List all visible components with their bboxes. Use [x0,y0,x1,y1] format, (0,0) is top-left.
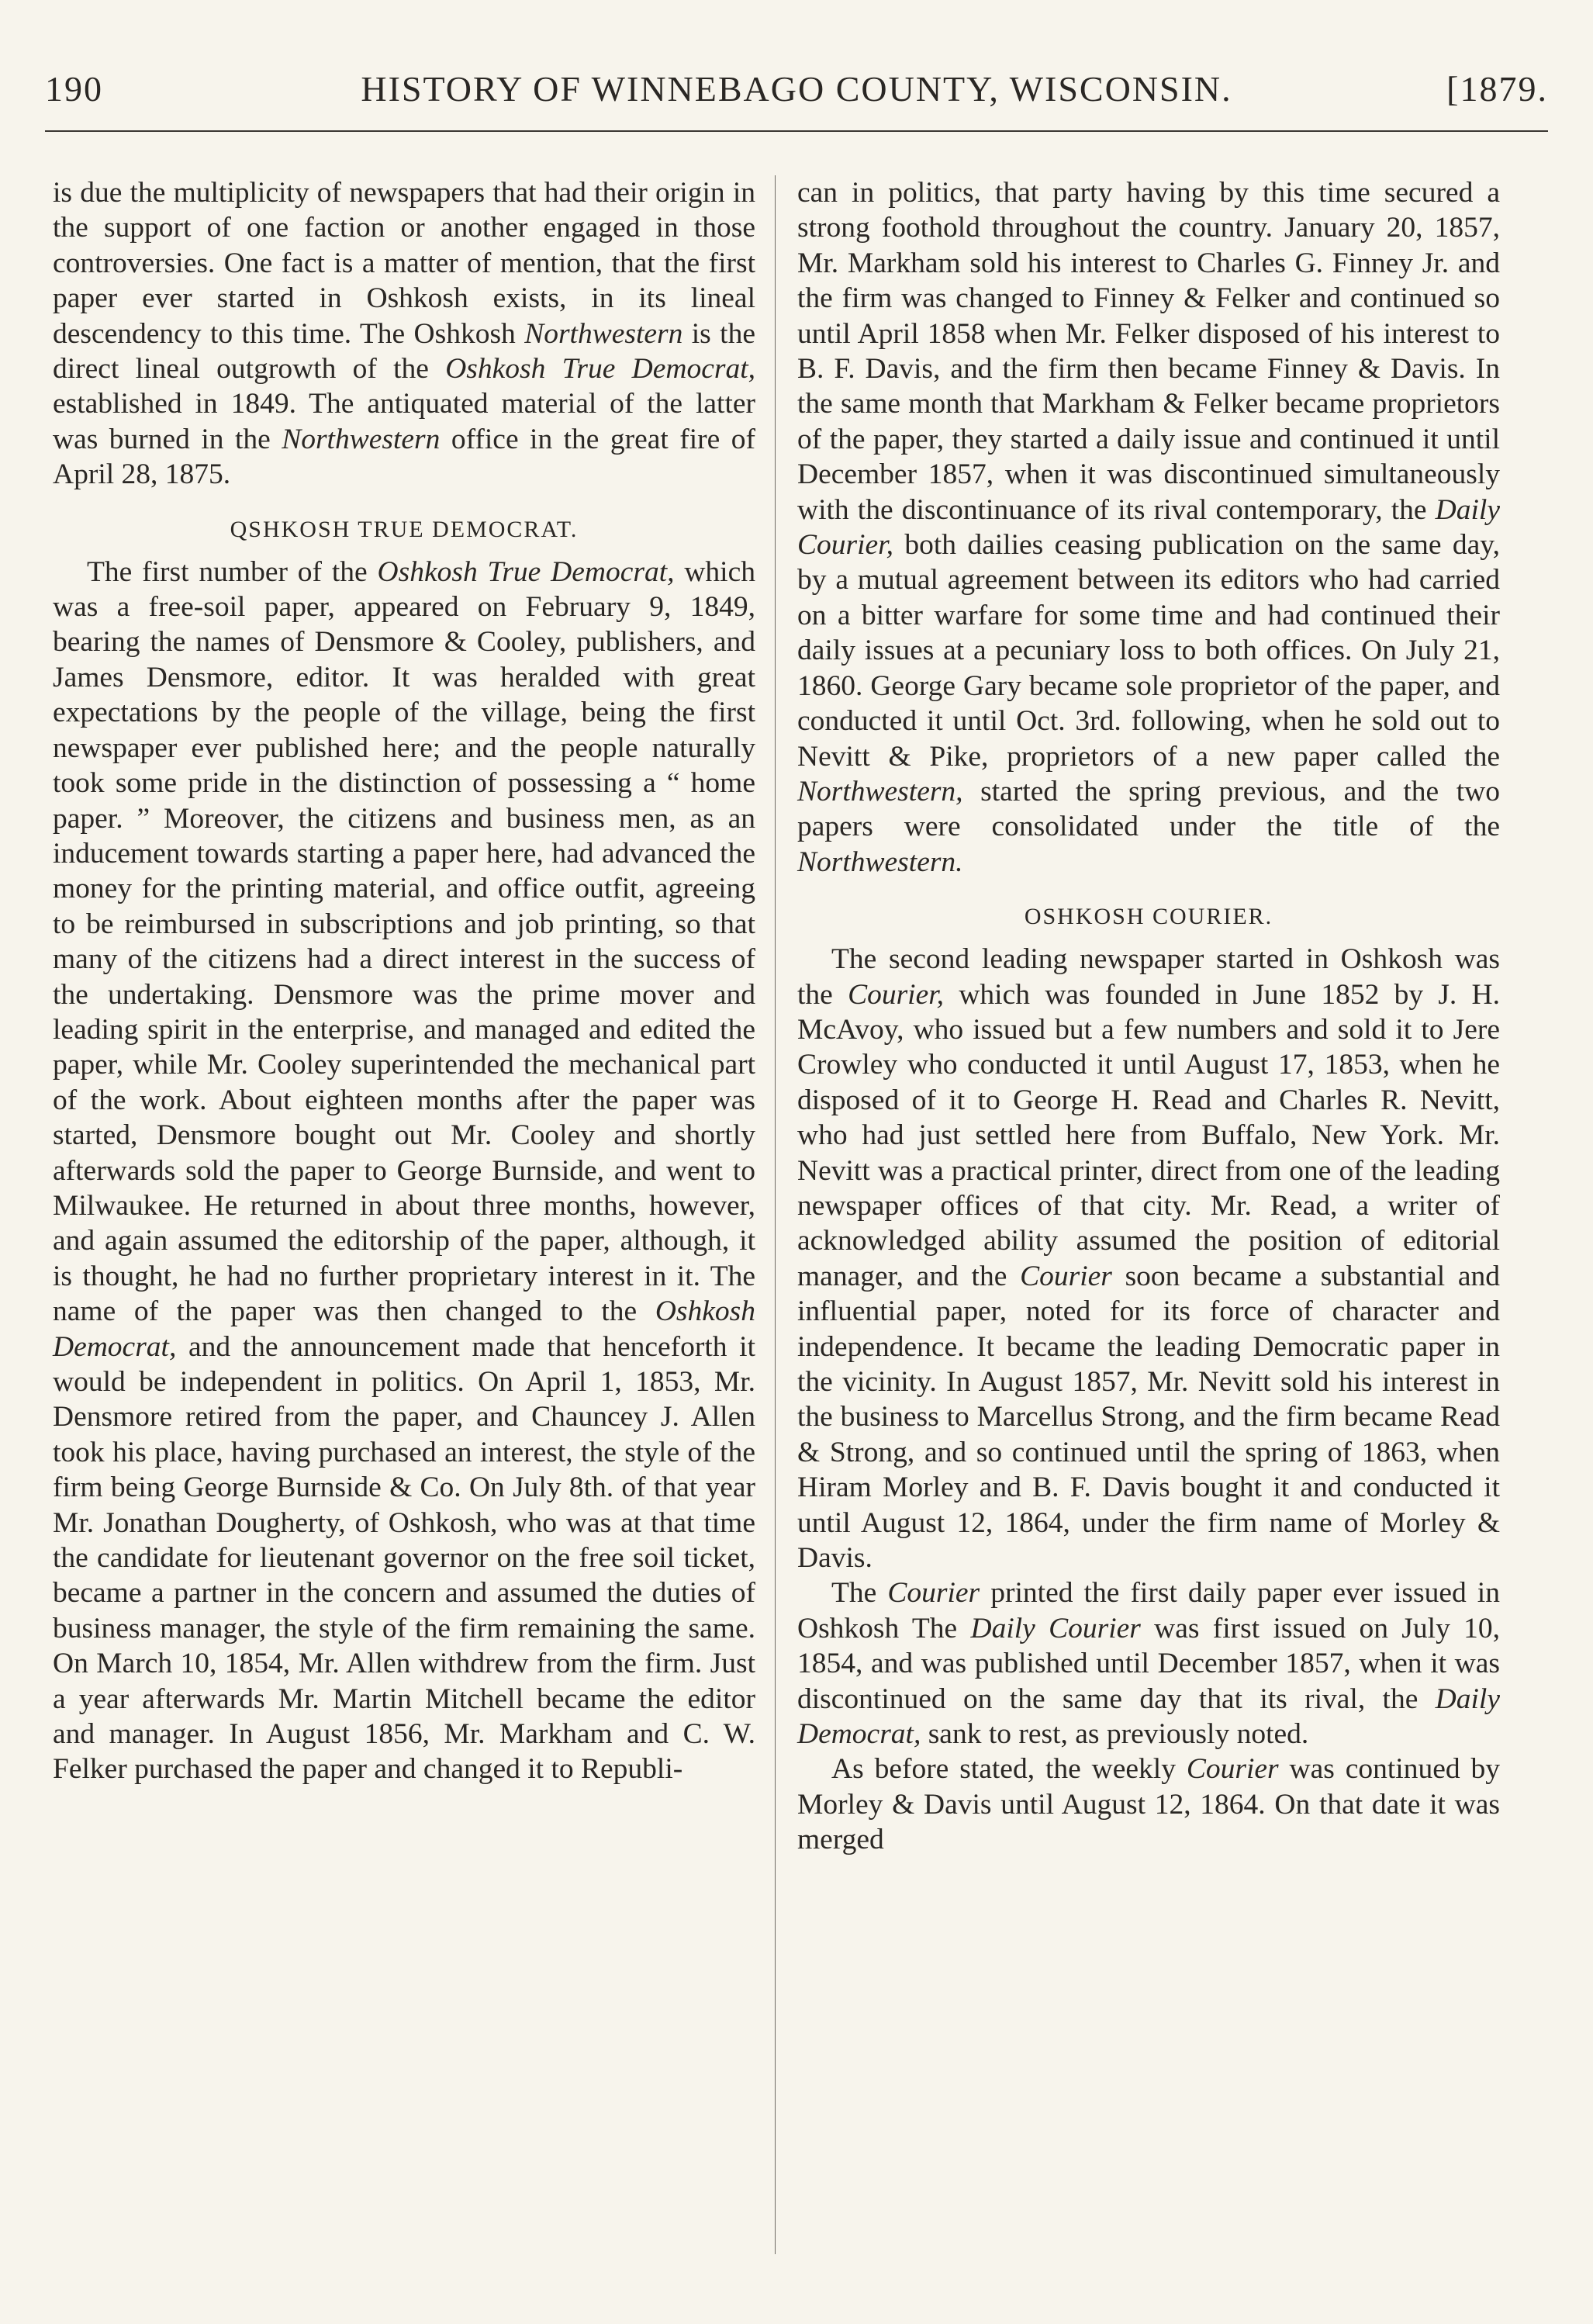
running-title: HISTORY OF WINNEBAGO COUNTY, WISCONSIN. [361,69,1232,109]
newspaper-title: Northwestern. [797,846,963,878]
newspaper-title: Courier [1020,1260,1112,1292]
header-rule [45,130,1548,132]
newspaper-title: Northwestern [282,423,441,455]
page-header [45,68,1548,115]
newspaper-title: Courier [1186,1753,1279,1786]
running-year: [1879. [1446,69,1548,109]
newspaper-title: Oshkosh True Democrat, [445,353,755,386]
paragraph: The Courier printed the first daily paper ever issued in Oshkosh The Daily Courier was first issued on July 10, 1854, and was published until December 1857, when it was discontinued on the same day that its rival, the Daily Democrat, sank to rest, as previously noted. [797,1577,1500,1751]
column-divider [775,175,776,2254]
paragraph: is due the multiplicity of newspapers that had their origin in the support of one faction or another engaged in those controversies. One fact is a matter of mention, that the first paper ever started in Oshkosh exists, in its lineal descendency to this time. The Oshkosh Northwestern is the direct lineal outgrowth of the Oshkosh True Democrat, established in 1849. The antiquated material of the latter was burned in the Northwestern office in the great fire of April 28, 1875. [53,177,755,491]
newspaper-title: Oshkosh Democrat, [53,1295,755,1363]
newspaper-title: Daily Democrat, [797,1682,1500,1751]
left-column [53,175,755,1787]
newspaper-title: Oshkosh True Democrat, [377,555,675,588]
newspaper-title: Courier, [848,978,945,1011]
newspaper-title: Daily Courier, [797,493,1500,562]
newspaper-title: Courier [887,1577,980,1610]
newspaper-title: Daily Courier [970,1612,1141,1644]
section-heading: QSHKOSH TRUE DEMOCRAT. [230,516,579,542]
paragraph: The first number of the Oshkosh True Democrat, which was a free-soil paper, appeared on February 9, 1849, bearing the names of Densmore & Cooley, publishers, and James Densmore, editor. It was heralded with great expectations by the people of the village, being the first newspaper ever published here; and the people naturally took some pride in the distinction of possessing a “ home paper. ” Moreover, the citizens and business men, as an inducement towards starting a paper here, had advanced the money for the printing material, and office outfit, agreeing to be reimbursed in subscriptions and job printing, so that many of the citizens had a direct interest in the success of the undertaking. Densmore was the prime mover and leading spirit in the enterprise, and managed and edited the paper, while Mr. Cooley superintended the mechanical part of the work. About eighteen months after the paper was started, Densmore bought out Mr. Cooley and shortly afterwards sold the paper to George Burnside, and went to Milwaukee. He returned in about three months, however, and again assumed the editorship of the paper, although, it is thought, he had no further proprietary interest in it. The name of the paper was then changed to the Oshkosh Democrat, and the announcement made that henceforth it would be independent in politics. On April 1, 1853, Mr. Densmore retired from the paper, and Chauncey J. Allen took his place, having purchased an interest, the style of the firm being George Burnside & Co. On July 8th. of that year Mr. Jonathan Dougherty, of Oshkosh, who was at that time the candidate for lieutenant governor on the free soil ticket, became a partner in the concern and assumed the duties of business manager, the style of the firm remaining the same. On March 10, 1854, Mr. Allen withdrew from the firm. Just a year afterwards Mr. Martin Mitchell became the editor and manager. In August 1856, Mr. Markham and C. W. Felker purchased the paper and changed it to Republi- [53,555,755,1786]
paragraph: The second leading newspaper started in Oshkosh was the Courier, which was founded in June 1852 by J. H. McAvoy, who issued but a few numbers and sold it to Jere Crowley who conducted it until August 17, 1853, when he disposed of it to George H. Read and Charles R. Nevitt, who had just settled here from Buffalo, New York. Mr. Nevitt was a practical printer, direct from one of the leading newspaper offices of that city. Mr. Read, a writer of acknowledged ability assumed the position of editorial manager, and the Courier soon became a substantial and influential paper, noted for its force of character and independence. It became the leading Democratic paper in the vicinity. In August 1857, Mr. Nevitt sold his interest in the business to Marcellus Strong, and the firm became Read & Strong, and so continued until the spring of 1863, when Hiram Morley and B. F. Davis bought it and conducted it until August 12, 1864, under the firm name of Morley & Davis. [797,943,1501,1575]
newspaper-title: Northwestern [524,317,683,350]
paragraph: can in politics, that party having by this time secured a strong foothold throughout the country. January 20, 1857, Mr. Markham sold his interest to Charles G. Finney Jr. and the firm was changed to Finney & Felker and continued so until April 1858 when Mr. Felker disposed of his interest to B. F. Davis, and the firm then became Finney & Davis. In the same month that Markham & Felker became proprietors of the paper, they started a daily issue and continued it until December 1857, when it was discontinued simultaneously with the discontinuance of its rival contemporary, the Daily Courier, both dailies ceasing publication on the same day, by a mutual agreement between its editors who had carried on a bitter warfare for some time and had continued their daily issues at a pecuniary loss to both offices. On July 21, 1860. George Gary became sole proprietor of the paper, and conducted it until Oct. 3rd. following, when he sold out to Nevitt & Pike, proprietors of a new paper called the Northwestern, started the spring previous, and the two papers were consolidated under the title of the Northwestern. [797,177,1500,878]
newspaper-title: Northwestern, [797,775,963,808]
page-number: 190 [45,69,103,109]
right-column [797,175,1500,1858]
paragraph: As before stated, the weekly Courier was continued by Morley & Davis until August 12, 1864. On that date it was merged [797,1753,1500,1856]
section-heading: OSHKOSH COURIER. [1024,904,1273,930]
